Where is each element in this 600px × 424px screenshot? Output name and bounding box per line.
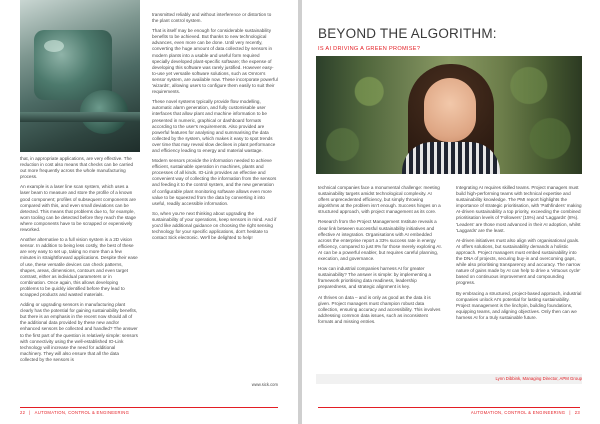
paragraph: These novel systems typically provide flow modelling, automatic alarm generation, and fully customisable user interfaces that allow plant and machine information to be presented in numeric, graphical or dashboard formats according to the user's requirements. Also provided are powerful features for analysing and summarising the data collected by the system, which makes it easy to spot trends over time that may reveal slow declines in plant performance and efficiency leading to energy and material wastage. xyxy=(152,99,276,153)
footer-rule xyxy=(318,407,580,408)
page-footer-left: 22 | AUTOMATION, CONTROL & ENGINEERING xyxy=(20,410,130,415)
source-url[interactable]: www.sick.com xyxy=(251,382,278,387)
paragraph: Integrating AI requires skilled teams. Project managers must build high-performing teams with technical expertise and sustainability knowledge. The PMI report highlights the importance of strategic prioritisation, with 'Pathfinders' making AI-driven sustainability a top priority, exceeding the combined prioritisation levels of 'Followers' (15%) and 'Laggards' (8%). 'Leaders' are those most advanced in their AI adoption, whilst 'Laggards' are the least. xyxy=(456,185,582,233)
paragraph: How can industrial companies harness AI for greater sustainability? The answer is simple: by implementing a framework prioritising data readiness, leadership preparedness, and strategic alignment is key. xyxy=(318,266,432,290)
paragraph: transmitted reliably and without interference or distortion to the plant control system. xyxy=(152,12,272,24)
paragraph: By embracing a structured, project-based approach, industrial companies unlock AI's potential for lasting sustainability. Project management is the linchpin, building foundations, equipping teams, and aligning objectives. Only then can we harness AI for a truly sustainable future. xyxy=(456,290,582,320)
paragraph: Research from the Project Management Institute reveals a clear link between successful sustainability initiatives and effective AI integration. Organisations with AI embedded across the enterprise report a 33% success rate in energy efficiency, compared to just 8% for those merely exploring AI. AI can be a powerful enabler, but requires careful planning, execution, and governance. xyxy=(318,219,442,262)
right-column-1 xyxy=(318,185,443,329)
right-column-2 xyxy=(456,185,582,325)
paragraph: Adding or upgrading sensors in manufacturing plant clearly has the potential for gaining sustainability benefits, but there is an emphasis in the recent now should all of the additional data provided by these new and/or enhanced sensors be collected and handled? The answer to the first part of the question is relatively simple: sensors with connectivity using the well-established IO-Link technology will increase the need for additional machinery. They will also ensure that all the data collected by the sensors is xyxy=(20,302,138,362)
photo-caption: Lynn Dibbink, Managing Director, APM Group xyxy=(495,376,582,381)
paragraph: An example is a laser line scan system, which uses a laser beam to measure and store the profile of a known good component; profiles of subsequent components are compared with this, and even small deviations can be detected. This means that problems due to, for example, worn tooling can be detected before they reach the stage where components have to be scrapped or expensively reworked. xyxy=(20,184,136,233)
paragraph: Another alternative to a full vision system is a 2D vision sensor. In addition to being less costly, the best of these are very easy to set up, taking no more than a few minutes in straightforward applications. Despite their ease of use, these versatile devices can check patterns, shapes, areas, dimensions, contours and even target contrast, either as individual parameters or in combination. Once again, this allows developing problems to be quickly identified before they lead to scrapped products and wasted materials. xyxy=(20,237,138,297)
footer-rule xyxy=(20,407,278,408)
portrait-photo xyxy=(316,56,582,174)
industrial-machine-photo xyxy=(20,0,140,152)
right-page xyxy=(302,0,600,424)
paragraph: Modern sensors provide the information needed to achieve efficient, sustainable operation in machines, plants and processes of all kinds. IO-Link provides an effective and convenient way of collecting the information from the sensors and feeding it to the control system, and the new generation of configurable plant monitoring software allows even more value to be squeezed from the data by converting it into useful, readily accessible information. xyxy=(152,158,277,206)
paragraph: that, in appropriate applications, are very effective. The reduction in cost also means that checks can be carried out more frequently across the whole manufacturing process. xyxy=(20,156,134,180)
page-footer-right: AUTOMATION, CONTROL & ENGINEERING | 23 xyxy=(470,410,580,415)
article-headline: BEYOND THE ALGORITHM: xyxy=(318,26,497,41)
paragraph: AI thrives on data – and is only as good as the data it is given. Project managers must champion robust data collection, ensuring accuracy and accessibility. This involves addressing common data issues, such as inconsistent formats and missing entries. xyxy=(318,294,441,324)
left-column-1 xyxy=(20,156,138,367)
page-number: 22 xyxy=(20,410,26,415)
left-page xyxy=(0,0,298,424)
page-number: 23 xyxy=(574,410,580,415)
paragraph: So, when you're next thinking about upgrading the sustainability of your operations, keep sensors in mind. And if you'd like additional guidance on choosing the right sensing technology for your specific applications, don't hesitate to contact Sick electronic. We'll be delighted to help! xyxy=(152,210,277,241)
magazine-name: AUTOMATION, CONTROL & ENGINEERING xyxy=(470,410,566,415)
article-subhead: IS AI DRIVING A GREEN PROMISE? xyxy=(318,46,421,52)
magazine-name: AUTOMATION, CONTROL & ENGINEERING xyxy=(34,410,130,415)
paragraph: That is itself may be enough for considerable sustainability benefits to be achieved. But thanks to new technological advances, even more can be done. Until very recently, converting the huge amount of data collected by sensors in modern plants into a usable and useful form required specially developed plant-specific software; the expense of developing this software was rarely justified. However easy-to-use yet versatile software solutions, such as Omron's sensor system, are available now. These incorporate powerful 'wizards', allowing users to configure them easily to suit their requirements. xyxy=(152,28,278,95)
paragraph: AI-driven initiatives must also align with organisational goals. AI offers solutions, but sustainability demands a holistic approach. Project managers must embed sustainability into the DNA of projects, securing buy-in and overcoming gaps, while also prioritising transparency and accuracy. The narrow nature of gains made by AI can help to drive a 'virtuous cycle' based on continuous improvement and compounding progress. xyxy=(456,237,581,286)
paragraph: technical companies face a monumental challenge: meeting sustainability targets amidst technological complexity. AI offers unprecedented efficiency, but simply throwing algorithms at the problem isn't enough. Success hinges on a structured approach, with project management as its core. xyxy=(318,185,441,215)
left-column-2 xyxy=(152,12,278,245)
